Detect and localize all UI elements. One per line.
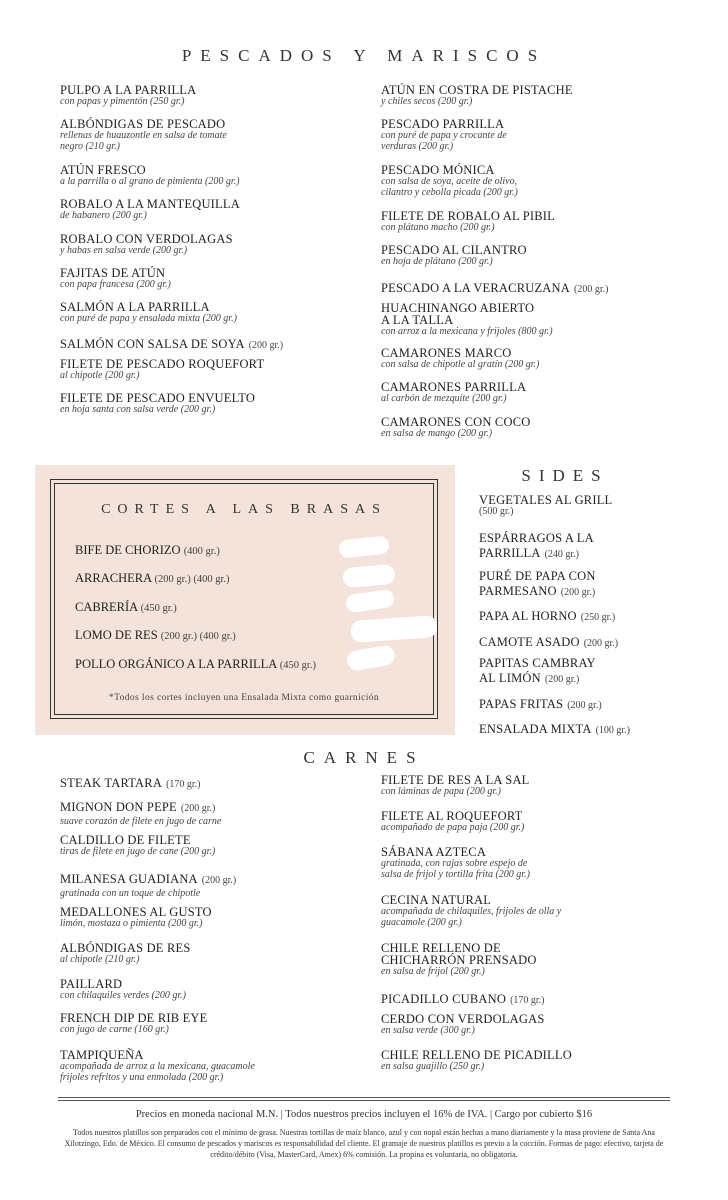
menu-item (60, 301, 237, 324)
menu-item (60, 198, 240, 221)
item-name: MILANESA GUADIANA (60, 872, 198, 886)
cortes-frame (50, 479, 438, 719)
item-name: ALBÓNDIGAS DE PESCADO (60, 117, 226, 131)
item-name: VEGETALES AL GRILL (479, 493, 613, 507)
item-desc: suave corazón de filete en jugo de carne (60, 816, 222, 827)
item-name: FILETE DE RES A LA SAL (381, 773, 530, 787)
item-name: FAJITAS DE ATÚN (60, 266, 166, 280)
menu-item (60, 870, 236, 899)
item-name: CAMARONES PARRILLA (381, 380, 527, 394)
footer-prices: Precios en moneda nacional M.N. | Todos nuestros precios incluyen el 16% de IVA. | Cargo por cubierto $16 (135, 1109, 593, 1120)
item-name: ARRACHERA (75, 571, 152, 585)
item-name: CAMARONES CON COCO (381, 415, 531, 429)
item-name: POLLO ORGÁNICO A LA PARRILLA (75, 657, 277, 671)
item-desc: gratinada, con rajas sobre espejo de (381, 858, 528, 869)
item-weight: (170 gr.) (166, 779, 201, 790)
item-name: PULPO A LA PARRILLA (60, 83, 197, 97)
sides-title: SIDES (521, 466, 609, 485)
item-desc: negro (210 gr.) (60, 141, 120, 152)
cortes-title: CORTES A LAS BRASAS (101, 502, 387, 517)
item-name: CECINA NATURAL (381, 893, 492, 907)
menu-item (381, 1013, 545, 1036)
item-weight: (400 gr.) (183, 546, 220, 557)
item-name: PICADILLO CUBANO (381, 992, 507, 1006)
menu-item (479, 570, 596, 600)
corte-item (75, 628, 236, 643)
item-name: CHILE RELLENO DE PICADILLO (381, 1048, 572, 1062)
item-desc: frijoles refritos y una enmolada (200 gr.) (60, 1072, 224, 1083)
item-desc: rellenas de huauzontle en salsa de tomate (60, 130, 227, 141)
item-name: ROBALO A LA MANTEQUILLA (60, 197, 240, 211)
menu-item (60, 1049, 255, 1083)
menu-item (381, 118, 507, 152)
item-name: FILETE AL ROQUEFORT (381, 809, 523, 823)
menu-item (381, 381, 526, 404)
item-name: SALMÓN A LA PARRILLA (60, 300, 210, 314)
item-name: CABRERÍA (75, 600, 138, 614)
menu-item (479, 607, 615, 625)
item-name: ENSALADA MIXTA (479, 722, 592, 736)
item-desc: acompañada de chilaquiles, frijoles de olla y (381, 906, 562, 917)
menu-item (381, 942, 537, 977)
item-name: PESCADO PARRILLA (381, 117, 505, 131)
item-desc: con puré de papa y ensalada mixta (200 gr.) (60, 313, 237, 324)
item-weight: (500 gr.) (479, 506, 514, 517)
item-name: ROBALO CON VERDOLAGAS (60, 232, 233, 246)
menu-item (60, 84, 196, 107)
menu-item (381, 347, 539, 370)
item-desc: cilantro y cebolla picada (200 gr.) (381, 187, 518, 198)
item-name: PARRILLA (479, 546, 541, 560)
corte-item (75, 600, 177, 615)
item-desc: al chipotle (210 gr.) (60, 954, 140, 965)
item-name: ESPÁRRAGOS A LA (479, 531, 594, 545)
menu-item (60, 1012, 208, 1035)
menu-item (60, 978, 186, 1001)
cortes-note: *Todos los cortes incluyen una Ensalada Mixta como guarnición (108, 693, 380, 703)
item-name: STEAK TARTARA (60, 776, 163, 790)
item-name: PESCADO MÓNICA (381, 163, 495, 177)
menu-item (381, 894, 561, 928)
item-name: CHICHARRÓN PRENSADO (381, 953, 537, 967)
item-desc: con arroz a la mexicana y frijoles (800 gr.) (381, 326, 553, 337)
menu-item (381, 302, 553, 337)
menu-item (60, 267, 171, 290)
menu-item (60, 118, 227, 152)
item-desc: a la parrilla o al grano de pimienta (200 gr.) (60, 176, 240, 187)
corte-item (75, 571, 229, 586)
item-name: AL LIMÓN (479, 671, 541, 685)
item-weight: (200 gr.) (180, 803, 216, 814)
menu-item (60, 906, 212, 929)
menu-item (479, 657, 596, 687)
item-desc: al carbón de mezquite (200 gr.) (381, 393, 507, 404)
item-name: SÁBANA AZTECA (381, 845, 487, 859)
item-weight: (200 gr.) (583, 638, 619, 649)
item-name: TAMPIQUEÑA (60, 1048, 144, 1062)
menu-item (381, 210, 555, 233)
item-weight: (100 gr.) (595, 725, 631, 736)
footer-rule (58, 1097, 670, 1098)
menu-item (60, 335, 283, 353)
item-desc: y chiles secos (200 gr.) (381, 96, 473, 107)
item-desc: en salsa de mango (200 gr.) (381, 428, 493, 439)
corte-item (75, 657, 316, 672)
item-desc: limón, mostaza o pimienta (200 gr.) (60, 918, 203, 929)
item-weight: (450 gr.) (140, 603, 177, 614)
item-weight: (240 gr.) (544, 549, 580, 560)
item-name: CAMOTE ASADO (479, 635, 580, 649)
item-desc: y habas en salsa verde (200 gr.) (60, 245, 188, 256)
menu-item (60, 233, 233, 256)
menu-item (381, 774, 530, 797)
item-name: BIFE DE CHORIZO (75, 543, 181, 557)
item-weight: (250 gr.) (580, 612, 616, 623)
item-desc: en salsa verde (300 gr.) (381, 1025, 475, 1036)
item-weight: (170 gr.) (510, 995, 545, 1006)
item-weight: (200 gr.) (248, 340, 284, 351)
item-weight: (200 gr.) (400 gr.) (154, 574, 230, 585)
item-name: FILETE DE PESCADO ENVUELTO (60, 391, 256, 405)
menu-item (381, 279, 608, 297)
item-name: SALMÓN CON SALSA DE SOYA (60, 337, 245, 351)
item-name: FILETE DE ROBALO AL PIBIL (381, 209, 555, 223)
menu-item (479, 720, 630, 738)
item-desc: al chipotle (200 gr.) (60, 370, 140, 381)
item-name: PARMESANO (479, 584, 557, 598)
menu-item (479, 695, 602, 713)
item-name: ATÚN FRESCO (60, 163, 146, 177)
item-desc: con papas y pimentón (250 gr.) (60, 96, 185, 107)
item-name: FILETE DE PESCADO ROQUEFORT (60, 357, 265, 371)
menu-item (479, 532, 594, 562)
item-desc: con puré de papa y crocante de (381, 130, 507, 141)
item-name: FRENCH DIP DE RIB EYE (60, 1011, 208, 1025)
item-name: CAMARONES MARCO (381, 346, 512, 360)
pescados-title: PESCADOS Y MARISCOS (181, 46, 547, 65)
menu-item (381, 244, 527, 267)
item-desc: con salsa de chipotle al gratín (200 gr.) (381, 359, 540, 370)
item-desc: con papa francesa (200 gr.) (60, 279, 171, 290)
item-desc: en hoja de plátano (200 gr.) (381, 256, 493, 267)
item-name: CHILE RELLENO DE (381, 941, 501, 955)
item-weight: (200 gr.) (560, 587, 596, 598)
item-desc: tiras de filete en jugo de cane (200 gr.) (60, 846, 216, 857)
item-desc: con chilaquiles verdes (200 gr.) (60, 990, 186, 1001)
menu-item (60, 358, 264, 381)
menu-item (60, 164, 239, 187)
menu-item (381, 810, 524, 833)
menu-item (381, 846, 530, 880)
item-desc: acompañado de papa paja (200 gr.) (381, 822, 525, 833)
item-weight: (200 gr.) (400 gr.) (160, 631, 236, 642)
item-weight: (200 gr.) (573, 284, 609, 295)
item-desc: verduras (200 gr.) (381, 141, 454, 152)
menu-item (381, 84, 573, 107)
item-name: HUACHINANGO ABIERTO (381, 301, 535, 315)
item-name: PAPAS FRITAS (479, 697, 564, 711)
item-weight: (200 gr.) (544, 674, 580, 685)
item-desc: con jugo de carne (160 gr.) (60, 1024, 169, 1035)
item-name: PAILLARD (60, 977, 123, 991)
item-desc: con plátano macho (200 gr.) (381, 222, 495, 233)
menu-item (60, 942, 191, 965)
menu-item (60, 798, 221, 827)
item-desc: de habanero (200 gr.) (60, 210, 147, 221)
item-name: LOMO DE RES (75, 628, 158, 642)
menu-item (479, 633, 618, 651)
menu-item (381, 164, 518, 198)
item-name: PAPITAS CAMBRAY (479, 656, 596, 670)
item-weight: (200 gr.) (201, 875, 237, 886)
item-name: ALBÓNDIGAS DE RES (60, 941, 191, 955)
corte-item (75, 543, 220, 558)
footer-rule (58, 1100, 670, 1101)
item-name: PESCADO AL CILANTRO (381, 243, 527, 257)
item-name: PURÉ DE PAPA CON (479, 569, 596, 583)
menu-item (381, 1049, 572, 1072)
item-desc: gratinada con un toque de chipotle (60, 888, 201, 899)
item-name: PAPA AL HORNO (479, 609, 577, 623)
carnes-title: CARNES (303, 748, 425, 767)
menu-item (60, 774, 201, 792)
item-desc: acompañada de arroz a la mexicana, guacamole (60, 1061, 255, 1072)
item-weight: (200 gr.) (567, 700, 602, 711)
menu-item (479, 494, 612, 517)
menu-item (381, 416, 530, 439)
item-name: PESCADO A LA VERACRUZANA (381, 281, 570, 295)
footer-disclaimer: Todos nuestros platillos son preparados con el mínimo de grasa. Nuestras tortillas de maíz blanco, azul y con nopal están hechas a mano diariamente y la masa proviene de Santa Ana Xilotzingo, Edo. de México. El consumo de pescados y mariscos es responsabilidad del cliente. El gramaje de nuestros platillos es previo a la cocción. Formas de pago: efectivo, tarjeta de crédito/débito (Visa, MasterCard, Amex) 6% comisión. La propina es voluntaria, no obligatoria. (64, 1128, 664, 1159)
item-desc: en salsa guajillo (250 gr.) (381, 1061, 485, 1072)
cortes-panel (35, 465, 455, 735)
item-name: MEDALLONES AL GUSTO (60, 905, 212, 919)
item-desc: con salsa de soya, aceite de olivo, (381, 176, 518, 187)
menu-item (60, 834, 215, 857)
menu-item (381, 990, 545, 1008)
item-desc: en hoja santa con salsa verde (200 gr.) (60, 404, 216, 415)
item-weight: (450 gr.) (279, 660, 316, 671)
item-name: A LA TALLA (381, 313, 454, 327)
item-desc: salsa de frijol y tortilla frita (200 gr.) (381, 869, 530, 880)
item-desc: en salsa de frijol (200 gr.) (381, 966, 485, 977)
item-desc: con láminas de papa (200 gr.) (381, 786, 501, 797)
item-desc: guacamole (200 gr.) (381, 917, 462, 928)
menu-item (60, 392, 255, 415)
item-name: ATÚN EN COSTRA DE PISTACHE (381, 83, 573, 97)
item-name: CALDILLO DE FILETE (60, 833, 191, 847)
item-name: MIGNON DON PEPE (60, 800, 177, 814)
item-name: CERDO CON VERDOLAGAS (381, 1012, 545, 1026)
